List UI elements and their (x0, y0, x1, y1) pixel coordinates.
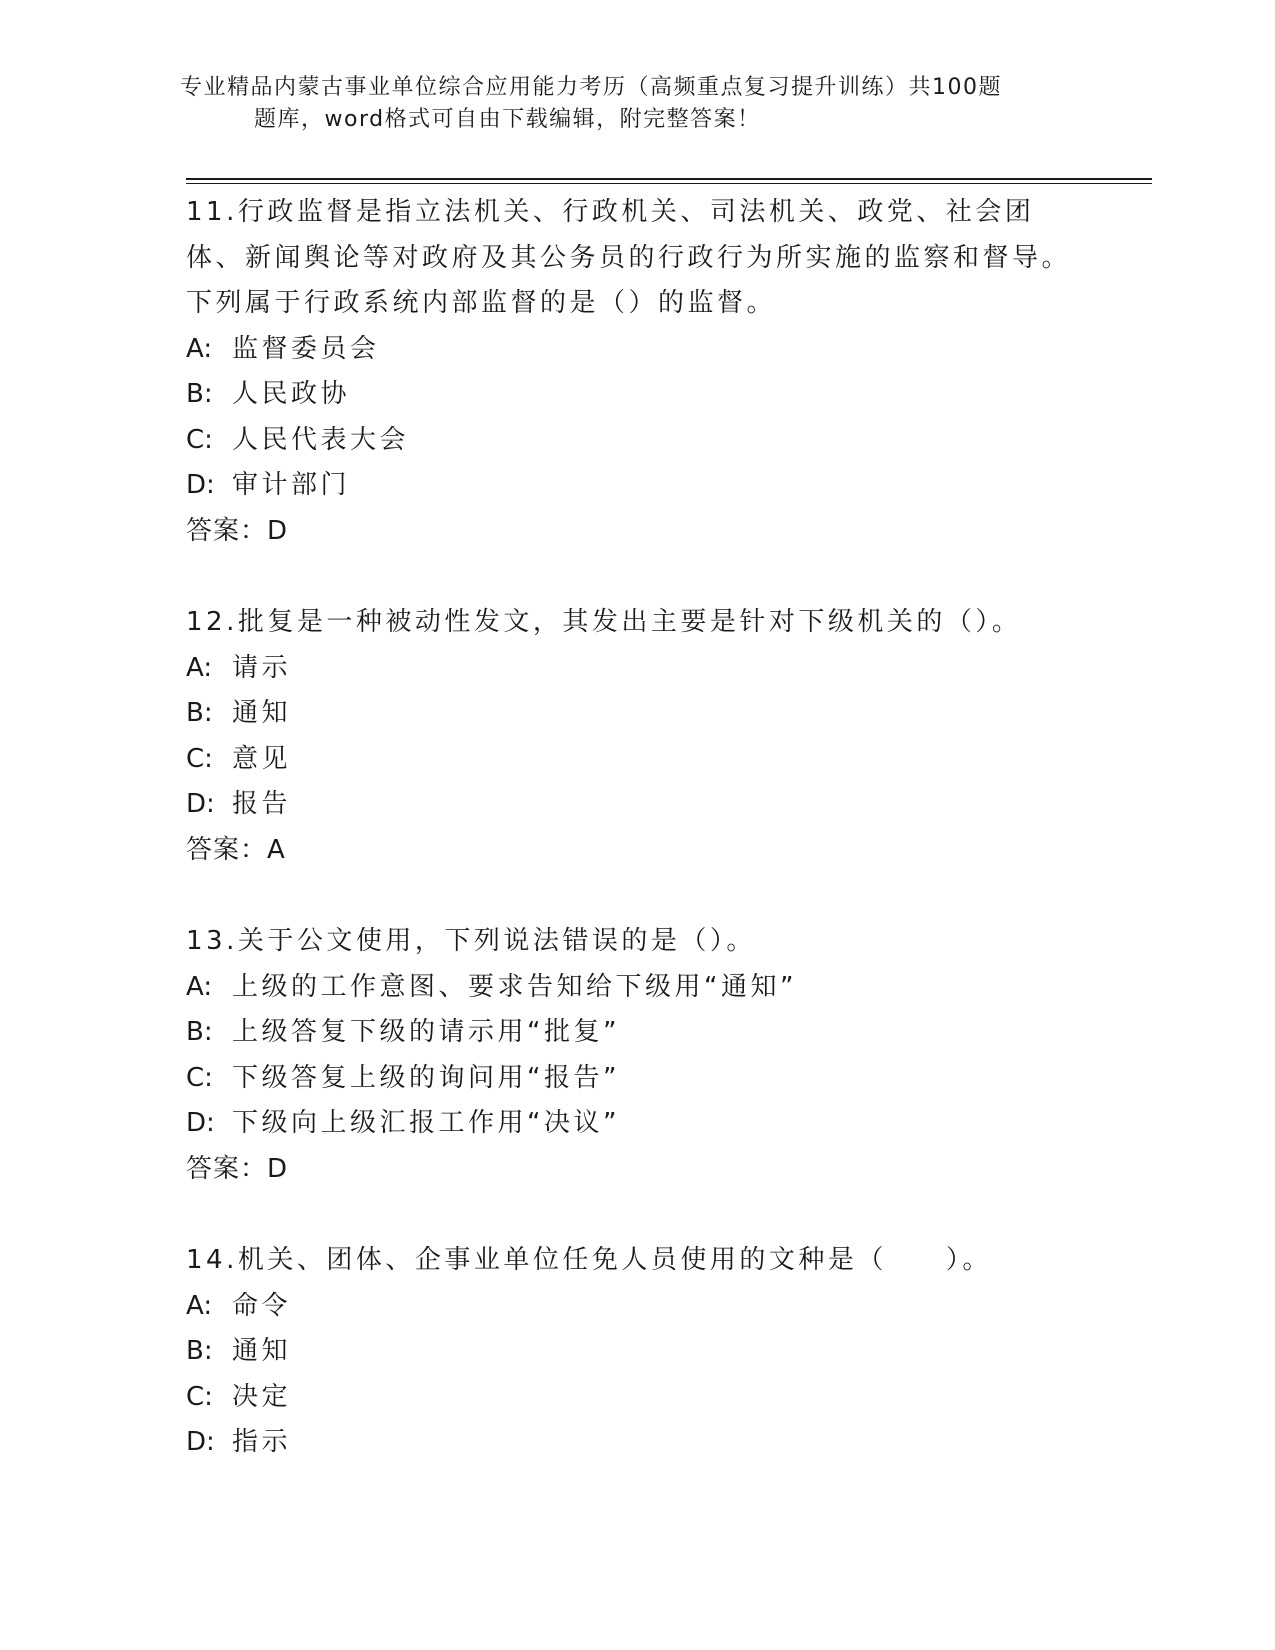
option-text: 命令 (232, 1290, 292, 1321)
question-text: 关于公文使用，下列说法错误的是（）。 (237, 926, 756, 956)
option-text: 决定 (232, 1381, 292, 1412)
question-list (186, 190, 1086, 1466)
option-text: 下级向上级汇报工作用“决议” (232, 1108, 620, 1138)
option-d (186, 782, 1086, 828)
option-text: 通知 (232, 698, 292, 728)
question-text: 机关、团体、企事业单位任免人员使用的文种是（ ）。 (237, 1245, 992, 1275)
option-c (186, 737, 1086, 783)
option-text: 上级的工作意图、要求告知给下级用“通知” (232, 971, 797, 1002)
question-stem (186, 919, 1086, 965)
question-14 (186, 1238, 1086, 1466)
option-key: C: (186, 743, 213, 774)
option-c (186, 1056, 1086, 1102)
option-c (186, 1375, 1086, 1421)
option-key: B: (186, 379, 213, 409)
option-key: C: (186, 1062, 213, 1093)
question-number: 12. (186, 607, 238, 637)
option-b (186, 1010, 1086, 1056)
option-b (186, 1329, 1086, 1375)
option-text: 通知 (232, 1336, 292, 1366)
option-d (186, 1101, 1086, 1147)
option-key: A: (186, 1290, 213, 1321)
option-text: 人民政协 (232, 379, 351, 409)
question-stem (186, 190, 1086, 327)
option-text: 意见 (232, 743, 292, 774)
option-text: 审计部门 (232, 470, 351, 500)
header-title-line-1: 专业精品内蒙古事业单位综合应用能力考历（高频重点复习提升训练）共100题 (180, 75, 1002, 100)
question-12 (186, 600, 1086, 873)
option-key: C: (186, 1381, 213, 1412)
option-c (186, 418, 1086, 464)
option-key: D: (186, 1108, 215, 1138)
option-key: D: (186, 470, 215, 500)
question-number: 11. (186, 197, 238, 227)
option-text: 人民代表大会 (232, 424, 410, 455)
option-text: 报告 (232, 789, 292, 819)
option-d (186, 1420, 1086, 1466)
option-key: D: (186, 789, 215, 819)
question-11 (186, 190, 1086, 554)
option-a (186, 327, 1086, 373)
header-divider-thick (186, 178, 1152, 180)
question-number: 14. (186, 1245, 238, 1275)
option-text: 下级答复上级的询问用“报告” (232, 1062, 620, 1093)
question-text: 行政监督是指立法机关、行政机关、司法机关、政党、社会团体、新闻舆论等对政府及其公务员的行政行为所实施的监察和督导。下列属于行政系统内部监督的是（）的监督。 (186, 197, 1072, 318)
document-header (180, 72, 1040, 136)
option-key: D: (186, 1427, 215, 1457)
option-key: C: (186, 424, 213, 455)
answer-line: 答案：D (186, 1153, 289, 1184)
option-key: A: (186, 971, 213, 1002)
option-key: B: (186, 1336, 213, 1366)
question-13 (186, 919, 1086, 1192)
option-text: 指示 (232, 1427, 292, 1457)
question-stem (186, 1238, 1086, 1284)
question-text: 批复是一种被动性发文，其发出主要是针对下级机关的（）。 (237, 607, 1022, 637)
option-text: 请示 (232, 652, 292, 683)
option-b (186, 691, 1086, 737)
option-a (186, 965, 1086, 1011)
header-divider-thin (186, 183, 1152, 184)
option-d (186, 463, 1086, 509)
option-key: B: (186, 1017, 213, 1047)
option-key: A: (186, 333, 213, 364)
question-stem (186, 600, 1086, 646)
option-key: B: (186, 698, 213, 728)
option-text: 上级答复下级的请示用“批复” (232, 1017, 620, 1047)
option-a (186, 1284, 1086, 1330)
option-text: 监督委员会 (232, 333, 380, 364)
option-key: A: (186, 652, 213, 683)
option-b (186, 372, 1086, 418)
option-a (186, 646, 1086, 692)
answer-line: 答案：D (186, 515, 289, 546)
answer-line: 答案：A (186, 834, 286, 865)
question-number: 13. (186, 926, 238, 956)
header-title-line-2: 题库，word格式可自由下载编辑，附完整答案！ (254, 107, 761, 132)
